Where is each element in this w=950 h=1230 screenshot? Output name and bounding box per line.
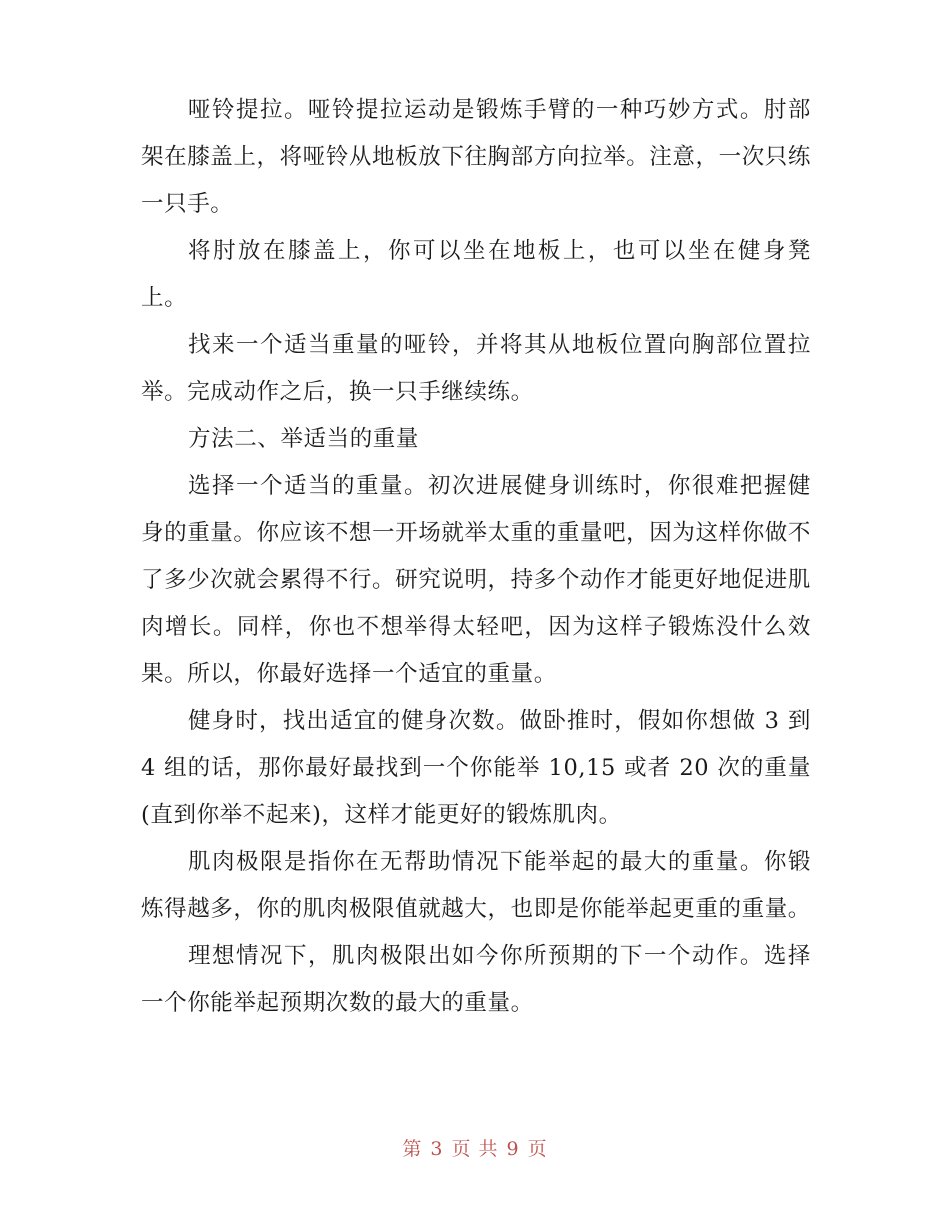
section-heading: 方法二、举适当的重量 bbox=[188, 426, 420, 452]
paragraph: 将肘放在膝盖上，你可以坐在地板上，也可以坐在健身凳上。 bbox=[141, 238, 811, 311]
paragraph: 找来一个适当重量的哑铃，并将其从地板位置向胸部位置拉举。完成动作之后，换一只手继续练。 bbox=[141, 332, 811, 405]
paragraph: 肌肉极限是指你在无帮助情况下能举起的最大的重量。你锻炼得越多，你的肌肉极限值就越大，也即是你能举起更重的重量。 bbox=[141, 849, 811, 922]
paragraph: 理想情况下，肌肉极限出如今你所预期的下一个动作。选择一个你能举起预期次数的最大的重量。 bbox=[141, 943, 811, 1016]
document-body bbox=[141, 87, 811, 1027]
footer-suffix: 页 bbox=[527, 1138, 548, 1160]
total-page-number: 9 bbox=[506, 1138, 520, 1160]
current-page-number: 3 bbox=[430, 1138, 444, 1160]
footer-mid: 页 共 bbox=[451, 1138, 499, 1160]
paragraph: 哑铃提拉。哑铃提拉运动是锻炼手臂的一种巧妙方式。肘部架在膝盖上，将哑铃从地板放下往胸部方向拉举。注意，一次只练一只手。 bbox=[141, 97, 811, 217]
paragraph: 选择一个适当的重量。初次进展健身训练时，你很难把握健身的重量。你应该不想一开场就举太重的重量吧，因为这样你做不了多少次就会累得不行。研究说明，持多个动作才能更好地促进肌肉增长。同样，你也不想举得太轻吧，因为这样子锻炼没什么效果。所以，你最好选择一个适宜的重量。 bbox=[141, 473, 811, 687]
paragraph: 健身时，找出适宜的健身次数。做卧推时，假如你想做 3 到 4 组的话，那你最好最找到一个你能举 10,15 或者 20 次的重量(直到你举不起来)，这样才能更好的锻炼肌肉。 bbox=[141, 708, 811, 828]
page-number-footer bbox=[0, 1134, 950, 1161]
footer-prefix: 第 bbox=[402, 1138, 423, 1160]
